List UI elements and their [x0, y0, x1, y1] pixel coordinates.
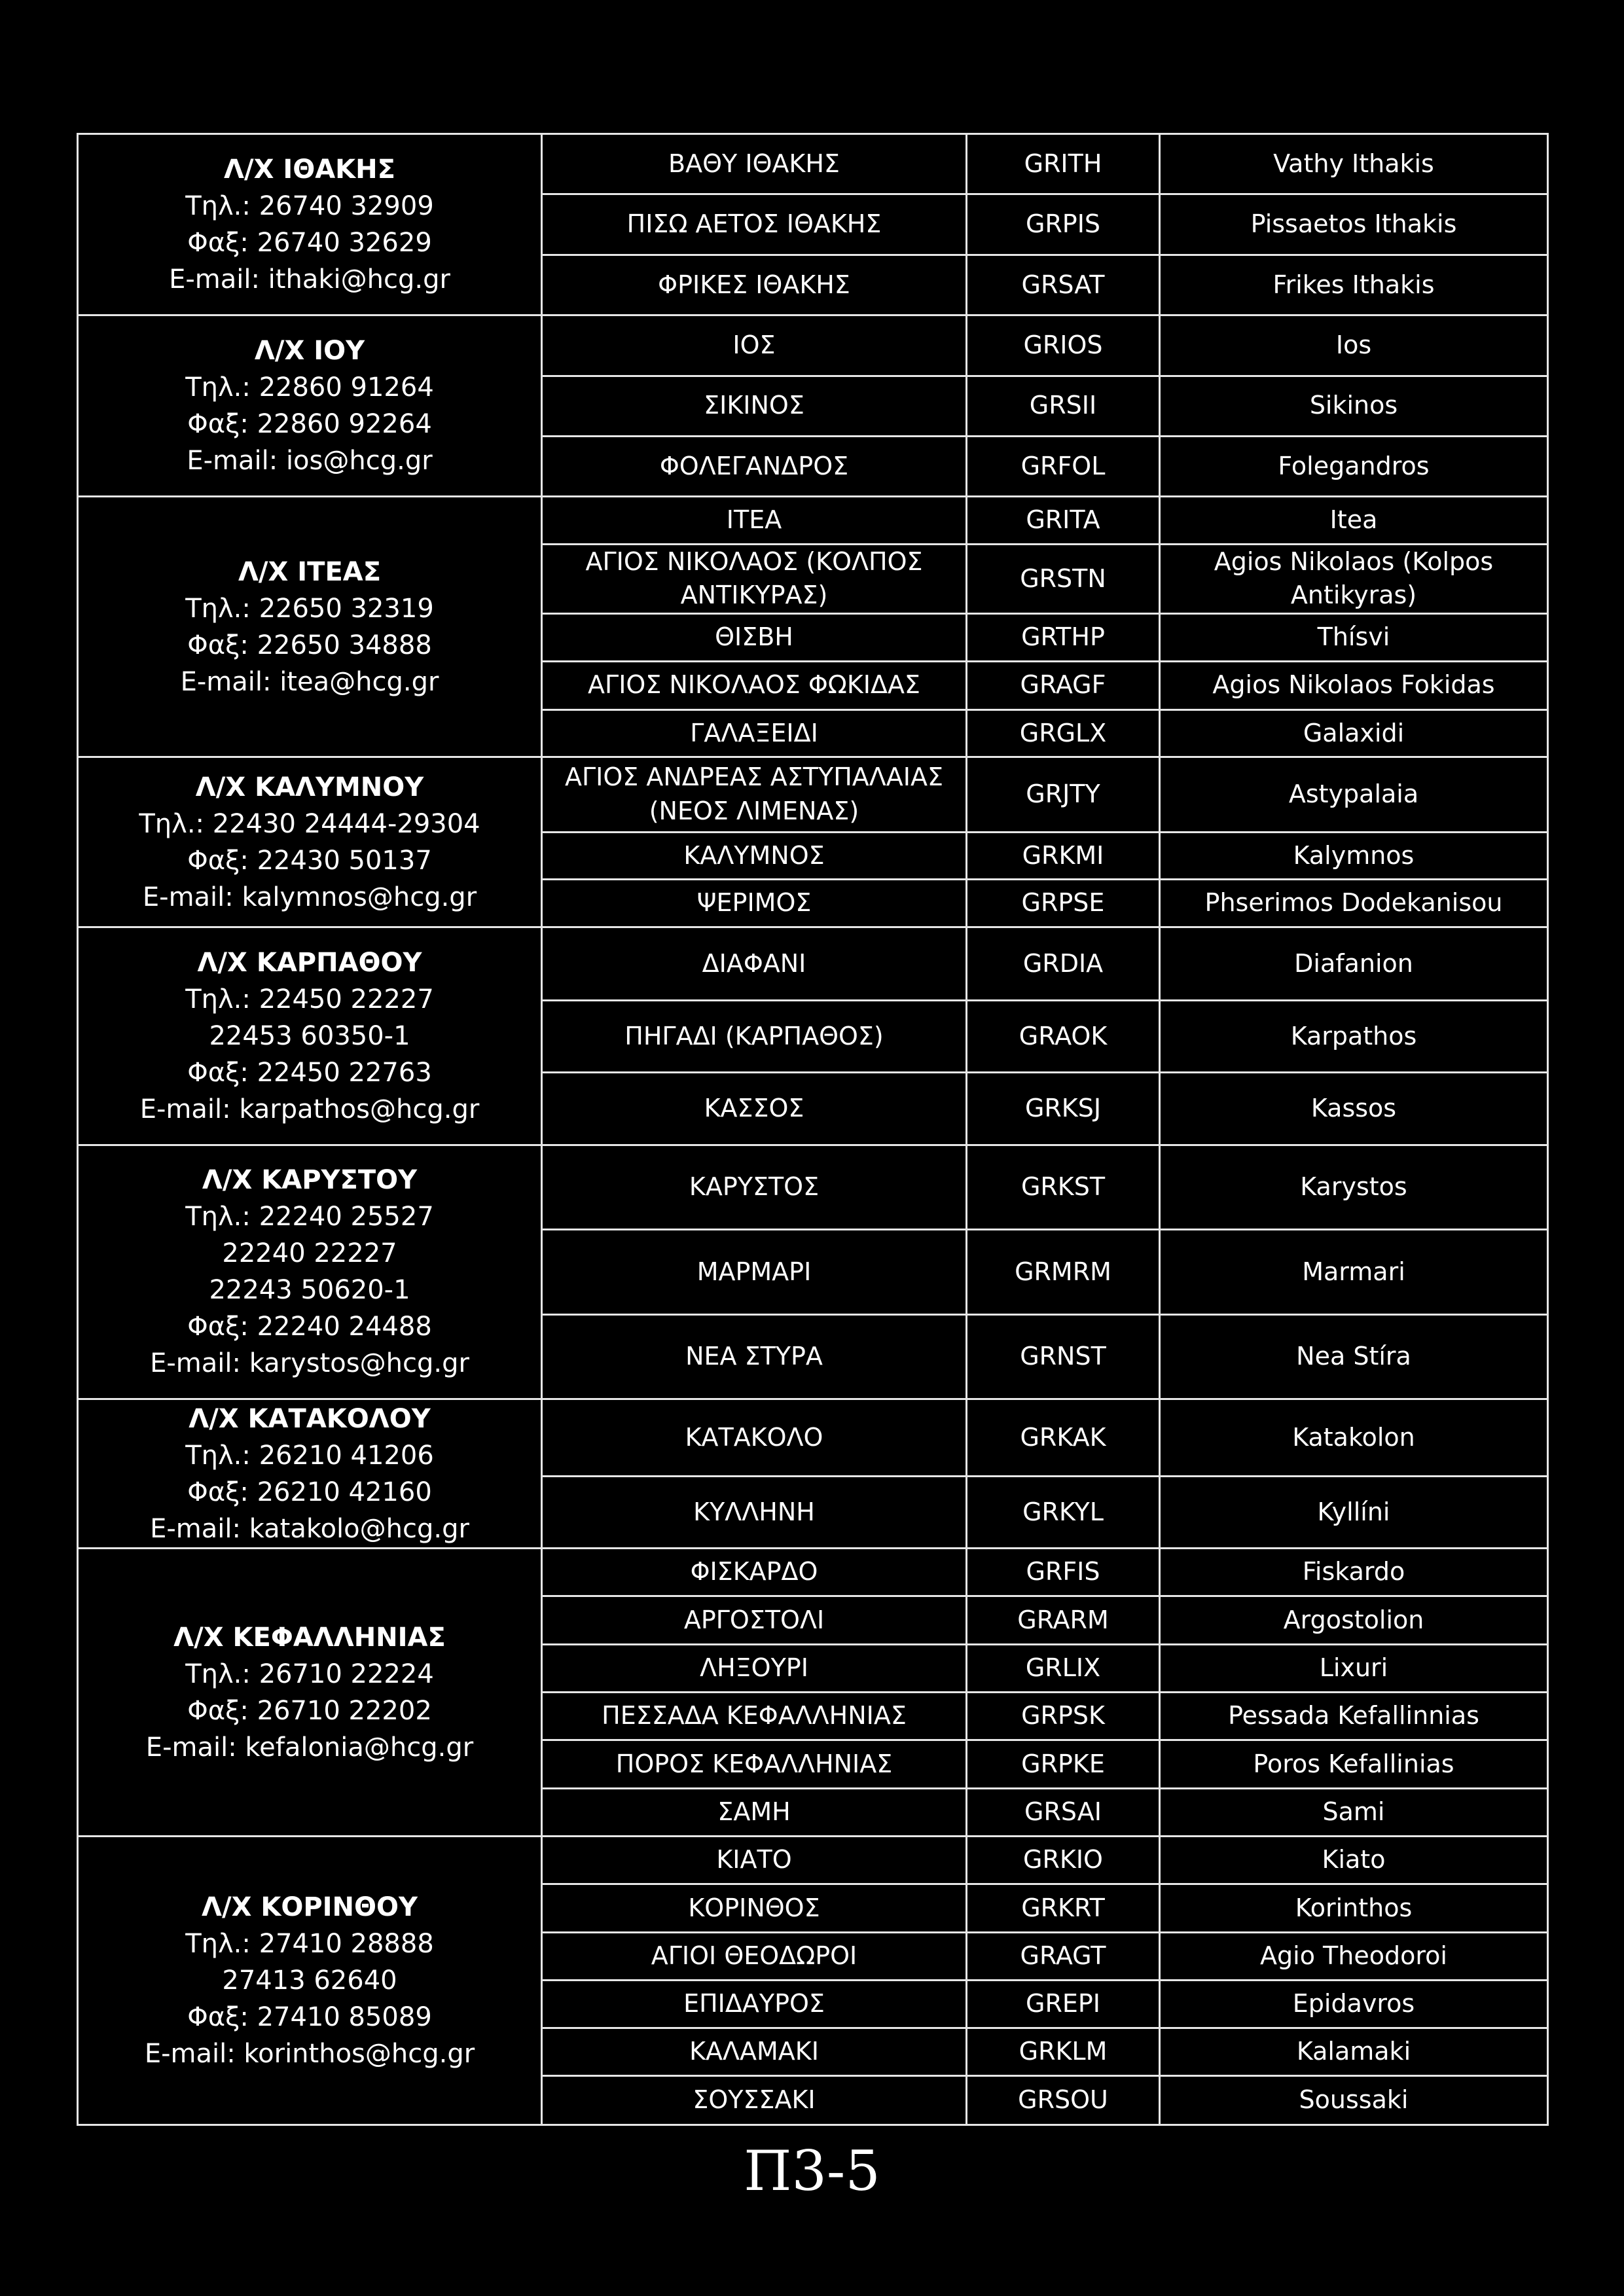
port-name-latin: Lixuri — [1160, 1644, 1548, 1692]
office-contact-line: Φαξ: 22860 92264 — [187, 409, 432, 440]
port-name-greek: ΠΟΡΟΣ ΚΕΦΑΛΛΗΝΙΑΣ — [542, 1740, 967, 1788]
office-contact-line: E-mail: katakolo@hcg.gr — [150, 1513, 469, 1544]
port-name-latin: Pissaetos Ithakis — [1160, 194, 1548, 255]
port-name-greek: ΣΟΥΣΣΑΚΙ — [542, 2076, 967, 2125]
port-name-greek: ΙΟΣ — [542, 315, 967, 376]
port-name-latin: Folegandros — [1160, 436, 1548, 496]
office-contact-cell — [78, 315, 542, 497]
port-code: GRPSE — [967, 879, 1160, 927]
port-code: GRSOU — [967, 2076, 1160, 2125]
port-code: GRKIO — [967, 1836, 1160, 1884]
office-contact-line: Τηλ.: 22860 91264 — [185, 372, 434, 403]
port-name-latin: Kiato — [1160, 1836, 1548, 1884]
office-name: Λ/Χ ΙΟΥ — [254, 336, 365, 367]
port-code: GRAOK — [967, 1000, 1160, 1072]
port-name-latin: Katakolon — [1160, 1399, 1548, 1477]
port-name-greek: ΠΙΣΩ ΑΕΤΟΣ ΙΘΑΚΗΣ — [542, 194, 967, 255]
table-body — [78, 134, 1548, 2125]
office-contact-cell — [78, 1145, 542, 1399]
port-name-latin: Agio Theodoroi — [1160, 1932, 1548, 1980]
port-name-latin: Poros Kefallinias — [1160, 1740, 1548, 1788]
port-code: GRITA — [967, 497, 1160, 544]
office-contact-line: Φαξ: 22430 50137 — [187, 845, 432, 876]
table-row — [78, 1549, 1548, 1596]
port-code: GRAGT — [967, 1932, 1160, 1980]
office-contact-cell — [78, 1836, 542, 2125]
port-name-latin: Kyllíni — [1160, 1477, 1548, 1549]
office-contact-line: Φαξ: 22240 24488 — [187, 1312, 432, 1342]
port-name-latin: Epidavros — [1160, 1980, 1548, 2028]
office-contact-cell — [78, 927, 542, 1145]
office-name: Λ/Χ ΙΤΕΑΣ — [238, 556, 382, 587]
port-name-greek: ΠΗΓΑΔΙ (ΚΑΡΠΑΘΟΣ) — [542, 1000, 967, 1072]
table-row — [78, 1399, 1548, 1477]
port-code: GRPIS — [967, 194, 1160, 255]
port-name-greek: ΚΑΛΑΜΑΚΙ — [542, 2028, 967, 2076]
office-contact-cell — [78, 1549, 542, 1837]
office-contact-line: E-mail: ios@hcg.gr — [187, 446, 433, 476]
port-name-latin: Karpathos — [1160, 1000, 1548, 1072]
port-code: GRNST — [967, 1314, 1160, 1399]
office-name: Λ/Χ ΙΘΑΚΗΣ — [224, 154, 395, 185]
port-name-latin: Sikinos — [1160, 376, 1548, 436]
port-name-greek: ΔΙΑΦΑΝΙ — [542, 927, 967, 1000]
port-name-greek: ΘΙΣΒΗ — [542, 614, 967, 661]
port-code: GRITH — [967, 134, 1160, 194]
office-contact-line: Φαξ: 27410 85089 — [187, 2001, 432, 2032]
port-name-greek: ΚΑΡΥΣΤΟΣ — [542, 1145, 967, 1230]
office-name: Λ/Χ ΚΑΛΥΜΝΟΥ — [195, 772, 424, 802]
office-contact-cell — [78, 134, 542, 315]
port-name-greek: ΚΟΡΙΝΘΟΣ — [542, 1884, 967, 1932]
port-code: GRKMI — [967, 832, 1160, 879]
table-row — [78, 315, 1548, 376]
office-contact-line: Τηλ.: 26710 22224 — [185, 1659, 434, 1689]
port-name-greek: ΑΓΙΟΣ ΝΙΚΟΛΑΟΣ (ΚΟΛΠΟΣ ΑΝΤΙΚΥΡΑΣ) — [542, 544, 967, 614]
port-code: GREPI — [967, 1980, 1160, 2028]
port-name-latin: Agios Nikolaos (Kolpos Antikyras) — [1160, 544, 1548, 614]
table-row — [78, 757, 1548, 832]
port-name-greek: ΑΓΙΟΣ ΝΙΚΟΛΑΟΣ ΦΩΚΙΔΑΣ — [542, 661, 967, 709]
office-contact-line: Τηλ.: 22240 25527 — [185, 1202, 434, 1232]
table-row — [78, 1145, 1548, 1230]
office-contact-line: E-mail: kefalonia@hcg.gr — [145, 1732, 474, 1763]
office-contact-line: Φαξ: 22450 22763 — [187, 1057, 432, 1088]
port-name-greek: ΒΑΘΥ ΙΘΑΚΗΣ — [542, 134, 967, 194]
office-contact-line: Τηλ.: 27410 28888 — [185, 1928, 434, 1959]
port-name-greek: ΛΗΞΟΥΡΙ — [542, 1644, 967, 1692]
port-code: GRKAK — [967, 1399, 1160, 1477]
port-name-greek: ΕΠΙΔΑΥΡΟΣ — [542, 1980, 967, 2028]
port-code: GRSAI — [967, 1788, 1160, 1836]
port-name-latin: Kalamaki — [1160, 2028, 1548, 2076]
table-row — [78, 497, 1548, 544]
port-name-latin: Sami — [1160, 1788, 1548, 1836]
port-name-latin: Astypalaia — [1160, 757, 1548, 832]
port-code: GRKRT — [967, 1884, 1160, 1932]
port-code: GRFIS — [967, 1549, 1160, 1596]
port-name-latin: Fiskardo — [1160, 1549, 1548, 1596]
port-code: GRPSK — [967, 1693, 1160, 1740]
port-code: GRKLM — [967, 2028, 1160, 2076]
port-name-latin: Argostolion — [1160, 1596, 1548, 1644]
port-name-greek: ΚΑΤΑΚΟΛΟ — [542, 1399, 967, 1477]
port-name-greek: ΚΙΑΤΟ — [542, 1836, 967, 1884]
port-name-greek: ΑΡΓΟΣΤΟΛΙ — [542, 1596, 967, 1644]
port-name-greek: ΚΥΛΛΗΝΗ — [542, 1477, 967, 1549]
port-code: GRJTY — [967, 757, 1160, 832]
port-code: GRDIA — [967, 927, 1160, 1000]
port-code: GRKYL — [967, 1477, 1160, 1549]
port-code: GRARM — [967, 1596, 1160, 1644]
port-name-latin: Pessada Kefallinnias — [1160, 1693, 1548, 1740]
office-contact-line: E-mail: karystos@hcg.gr — [150, 1348, 469, 1379]
port-code: GRGLX — [967, 709, 1160, 757]
port-name-latin: Karystos — [1160, 1145, 1548, 1230]
port-code: GRKST — [967, 1145, 1160, 1230]
office-name: Λ/Χ ΚΕΦΑΛΛΗΝΙΑΣ — [173, 1622, 446, 1653]
port-name-greek: ΑΓΙΟΣ ΑΝΔΡΕΑΣ ΑΣΤΥΠΑΛΑΙΑΣ (ΝΕΟΣ ΛΙΜΕΝΑΣ) — [542, 757, 967, 832]
port-name-latin: Soussaki — [1160, 2076, 1548, 2125]
port-name-latin: Ios — [1160, 315, 1548, 376]
port-offices-table — [77, 133, 1549, 2126]
port-name-latin: Itea — [1160, 497, 1548, 544]
port-name-latin: Nea Stíra — [1160, 1314, 1548, 1399]
port-name-latin: Galaxidi — [1160, 709, 1548, 757]
table-row — [78, 1836, 1548, 1884]
office-contact-line: E-mail: kalymnos@hcg.gr — [142, 882, 477, 912]
office-contact-line: Φαξ: 26740 32629 — [187, 228, 432, 259]
office-contact-cell — [78, 757, 542, 927]
port-code: GRSII — [967, 376, 1160, 436]
port-name-greek: ΚΑΣΣΟΣ — [542, 1073, 967, 1145]
port-name-latin: Marmari — [1160, 1230, 1548, 1315]
port-name-latin: Kassos — [1160, 1073, 1548, 1145]
port-code: GRPKE — [967, 1740, 1160, 1788]
port-name-greek: ΓΑΛΑΞΕΙΔΙ — [542, 709, 967, 757]
page-number: Π3-5 — [744, 2139, 880, 2203]
port-name-greek: ΦΟΛΕΓΑΝΔΡΟΣ — [542, 436, 967, 496]
port-name-latin: Phserimos Dodekanisou — [1160, 879, 1548, 927]
office-contact-cell — [78, 1399, 542, 1549]
port-name-latin: Frikes Ithakis — [1160, 255, 1548, 315]
port-code: GRSAT — [967, 255, 1160, 315]
port-name-greek: ΝΕΑ ΣΤΥΡΑ — [542, 1314, 967, 1399]
port-name-greek: ΦΡΙΚΕΣ ΙΘΑΚΗΣ — [542, 255, 967, 315]
office-contact-cell — [78, 497, 542, 757]
office-contact-line: Τηλ.: 22430 24444-29304 — [139, 808, 480, 839]
port-code: GRTHP — [967, 614, 1160, 661]
port-code: GRAGF — [967, 661, 1160, 709]
office-contact-line: Φαξ: 22650 34888 — [187, 630, 432, 660]
port-code: GRKSJ — [967, 1073, 1160, 1145]
port-name-greek: ΦΙΣΚΑΡΔΟ — [542, 1549, 967, 1596]
office-contact-line: Τηλ.: 26740 32909 — [185, 191, 434, 222]
port-code: GRSTN — [967, 544, 1160, 614]
port-name-greek: ΚΑΛΥΜΝΟΣ — [542, 832, 967, 879]
office-contact-line: Φαξ: 26210 42160 — [187, 1477, 432, 1507]
office-contact-line: Τηλ.: 22450 22227 — [185, 984, 434, 1014]
office-name: Λ/Χ ΚΑΡΥΣΤΟΥ — [202, 1165, 418, 1196]
port-name-greek: ΜΑΡΜΑΡΙ — [542, 1230, 967, 1315]
office-contact-line: Τηλ.: 22650 32319 — [185, 593, 434, 624]
port-name-greek: ΣΙΚΙΝΟΣ — [542, 376, 967, 436]
port-name-latin: Kalymnos — [1160, 832, 1548, 879]
office-contact-line: 27413 62640 — [222, 1965, 397, 1996]
port-code: GRLIX — [967, 1644, 1160, 1692]
port-name-greek: ΨΕΡΙΜΟΣ — [542, 879, 967, 927]
port-name-greek: ΠΕΣΣΑΔΑ ΚΕΦΑΛΛΗΝΙΑΣ — [542, 1693, 967, 1740]
office-name: Λ/Χ ΚΑΤΑΚΟΛΟΥ — [189, 1403, 431, 1434]
port-name-latin: Korinthos — [1160, 1884, 1548, 1932]
office-contact-line: 22243 50620-1 — [209, 1275, 410, 1306]
office-contact-line: E-mail: itea@hcg.gr — [180, 666, 439, 697]
port-name-latin: Vathy Ithakis — [1160, 134, 1548, 194]
table-row — [78, 927, 1548, 1000]
port-name-latin: Thísvi — [1160, 614, 1548, 661]
office-contact-line: Τηλ.: 26210 41206 — [185, 1440, 434, 1471]
port-name-greek: ΣΑΜΗ — [542, 1788, 967, 1836]
office-name: Λ/Χ ΚΑΡΠΑΘΟΥ — [197, 947, 422, 978]
office-contact-line: E-mail: korinthos@hcg.gr — [144, 2038, 475, 2069]
office-contact-line: E-mail: karpathos@hcg.gr — [139, 1094, 480, 1124]
office-contact-line: 22240 22227 — [222, 1238, 397, 1269]
port-name-latin: Diafanion — [1160, 927, 1548, 1000]
office-contact-line: E-mail: ithaki@hcg.gr — [169, 264, 450, 295]
office-contact-line: Φαξ: 26710 22202 — [187, 1695, 432, 1726]
port-code: GRMRM — [967, 1230, 1160, 1315]
table-row — [78, 134, 1548, 194]
port-name-greek: ΙΤΕΑ — [542, 497, 967, 544]
port-name-greek: ΑΓΙΟΙ ΘΕΟΔΩΡΟΙ — [542, 1932, 967, 1980]
office-contact-line: 22453 60350-1 — [209, 1020, 410, 1051]
port-code: GRFOL — [967, 436, 1160, 496]
port-name-latin: Agios Nikolaos Fokidas — [1160, 661, 1548, 709]
office-name: Λ/Χ ΚΟΡΙΝΘΟΥ — [202, 1892, 418, 1922]
port-code: GRIOS — [967, 315, 1160, 376]
